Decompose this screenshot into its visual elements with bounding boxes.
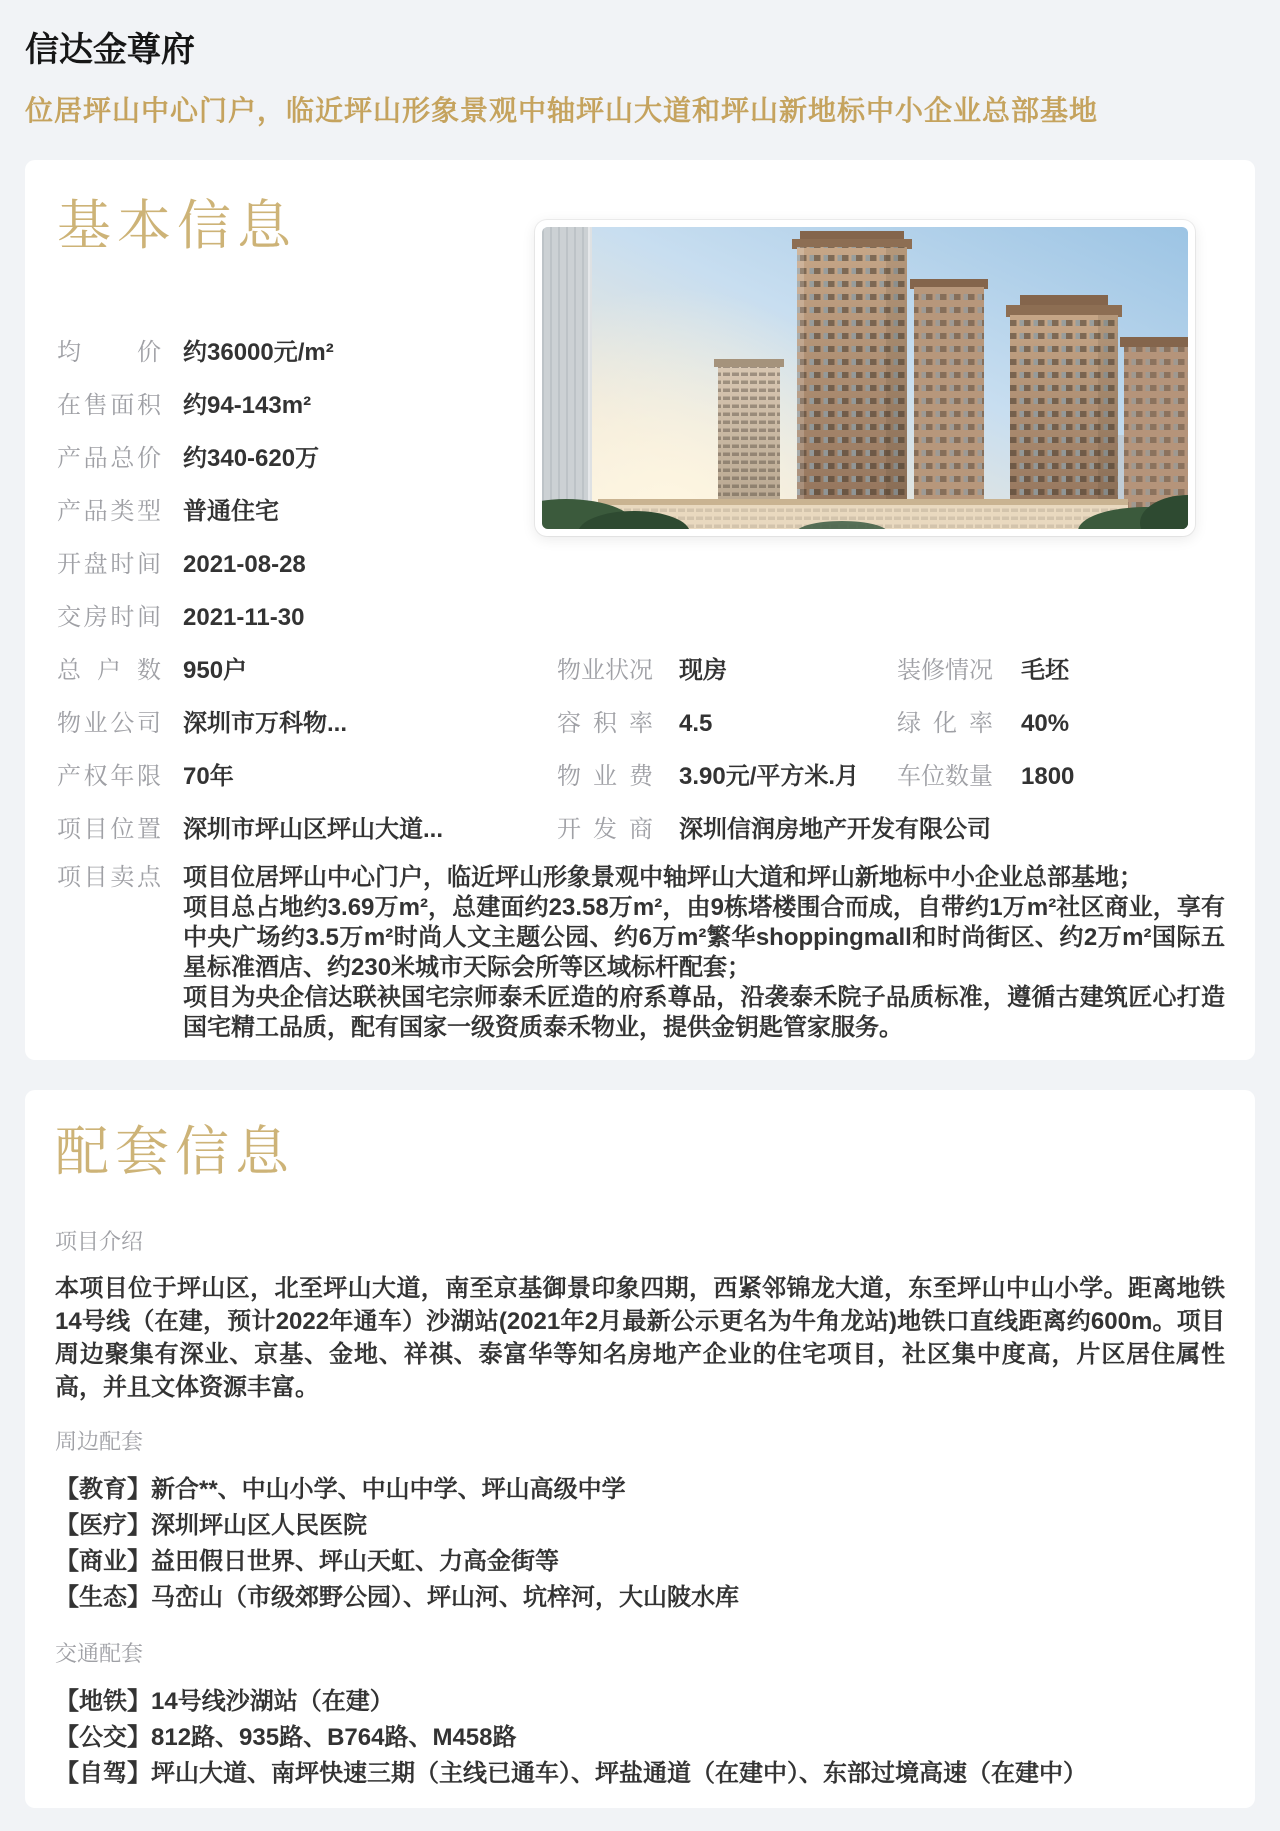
field-value: 深圳市万科物... bbox=[183, 710, 348, 737]
field-value: 深圳市坪山区坪山大道... bbox=[183, 816, 444, 843]
field-label: 均价 bbox=[57, 339, 161, 366]
nearby-section-label: 周边配套 bbox=[55, 1429, 144, 1454]
amenities-heading: 配套信息 bbox=[55, 1122, 295, 1182]
list-item-bus: 【公交】812路、935路、B764路、M458路 bbox=[55, 1724, 517, 1751]
field-label: 装修情况 bbox=[897, 657, 993, 684]
building-rendering-image bbox=[542, 227, 1188, 529]
selling-points-paragraph: 项目位居坪山中心门户，临近坪山形象景观中轴坪山大道和坪山新地标中小企业总部基地； bbox=[183, 864, 1143, 891]
list-item-education: 【教育】新合**、中山小学、中山中学、坪山高级中学 bbox=[55, 1476, 626, 1503]
field-value: 普通住宅 bbox=[183, 498, 279, 525]
field-row-avg-price bbox=[57, 340, 527, 393]
nearby-list bbox=[55, 1472, 1225, 1616]
field-label: 物业公司 bbox=[57, 710, 161, 737]
field-row-open-date bbox=[57, 552, 527, 605]
field-row-delivery-date bbox=[57, 605, 527, 658]
field-label: 容积率 bbox=[557, 710, 653, 737]
basic-info-right-fields bbox=[557, 658, 1229, 870]
page-subtitle: 位居坪山中心门户，临近坪山形象景观中轴坪山大道和坪山新地标中小企业总部基地 bbox=[25, 95, 1099, 126]
field-value: 4.5 bbox=[679, 710, 713, 737]
field-value: 毛坯 bbox=[1021, 657, 1069, 684]
page-title: 信达金尊府 bbox=[25, 31, 195, 69]
field-value: 3.90元/平方米.月 bbox=[679, 763, 860, 790]
traffic-list bbox=[55, 1684, 1225, 1792]
building-photo[interactable] bbox=[535, 220, 1195, 536]
field-row-product-type bbox=[57, 499, 527, 552]
field-value: 约36000元/m² bbox=[183, 339, 334, 366]
field-label: 产权年限 bbox=[57, 763, 161, 790]
field-label: 总户数 bbox=[57, 657, 161, 684]
field-label: 交房时间 bbox=[57, 604, 161, 631]
field-value: 70年 bbox=[183, 763, 234, 790]
field-row-area bbox=[57, 393, 527, 446]
selling-points-label: 项目卖点 bbox=[57, 864, 161, 891]
field-value: 2021-08-28 bbox=[183, 551, 306, 578]
selling-points-row bbox=[57, 863, 1225, 1043]
field-value: 深圳信润房地产开发有限公司 bbox=[679, 816, 991, 843]
intro-section-label: 项目介绍 bbox=[55, 1229, 144, 1254]
selling-points-text bbox=[183, 863, 1225, 1043]
field-label: 项目位置 bbox=[57, 816, 161, 843]
field-row-property-company bbox=[57, 711, 527, 764]
field-value: 2021-11-30 bbox=[183, 604, 305, 631]
list-item-medical: 【医疗】深圳坪山区人民医院 bbox=[55, 1512, 367, 1539]
field-label: 车位数量 bbox=[897, 763, 993, 790]
amenities-card bbox=[25, 1090, 1255, 1808]
field-value: 约94-143m² bbox=[183, 392, 312, 419]
field-value: 1800 bbox=[1021, 763, 1075, 790]
field-row-fee-parking bbox=[557, 764, 1229, 817]
field-label: 物业费 bbox=[557, 763, 653, 790]
field-row-tenure bbox=[57, 764, 527, 817]
field-label: 物业状况 bbox=[557, 657, 653, 684]
selling-points-paragraph: 项目为央企信达联袂国宅宗师泰禾匠造的府系尊品，沿袭泰禾院子品质标准，遵循古建筑匠心打造国宅精工品质，配有国家一级资质泰禾物业，提供金钥匙管家服务。 bbox=[183, 984, 1225, 1041]
field-value: 40% bbox=[1021, 710, 1070, 737]
intro-paragraph: 本项目位于坪山区，北至坪山大道，南至京基御景印象四期，西紧邻锦龙大道，东至坪山中山小学。距离地铁14号线（在建，预计2022年通车）沙湖站(2021年2月最新公示更名为牛角龙站)地铁口直线距离约600m。项目周边聚集有深业、京基、金地、祥祺、泰富华等知名房地产企业的住宅项目，社区集中度高，片区居住属性高，并且文体资源丰富。 bbox=[55, 1275, 1225, 1401]
basic-info-heading: 基本信息 bbox=[57, 196, 297, 256]
field-row-plot-green-ratio bbox=[557, 711, 1229, 764]
field-label: 绿化率 bbox=[897, 710, 993, 737]
field-label: 在售面积 bbox=[57, 392, 161, 419]
field-label: 产品总价 bbox=[57, 445, 161, 472]
list-item-commerce: 【商业】益田假日世界、坪山天虹、力高金街等 bbox=[55, 1548, 559, 1575]
list-item-ecology: 【生态】马峦山（市级郊野公园）、坪山河、坑梓河，大山陂水库 bbox=[55, 1584, 739, 1611]
field-label: 产品类型 bbox=[57, 498, 161, 525]
field-label: 开发商 bbox=[557, 816, 653, 843]
list-item-drive: 【自驾】坪山大道、南坪快速三期（主线已通车）、坪盐通道（在建中）、东部过境高速（在建中） bbox=[55, 1760, 1087, 1787]
page-header bbox=[0, 0, 1280, 128]
field-value: 现房 bbox=[679, 657, 727, 684]
field-row-households bbox=[57, 658, 527, 711]
basic-info-card bbox=[25, 160, 1255, 1060]
list-item-metro: 【地铁】14号线沙湖站（在建） bbox=[55, 1688, 394, 1715]
traffic-section-label: 交通配套 bbox=[55, 1641, 144, 1666]
selling-points-paragraph: 项目总占地约3.69万m²，总建面约23.58万m²，由9栋塔楼围合而成，自带约1万m²社区商业，享有中央广场约3.5万m²时尚人文主题公园、约6万m²繁华shoppingmall和时尚街区、约2万m²国际五星标准酒店、约230米城市天际会所等区域标杆配套； bbox=[183, 894, 1225, 981]
field-row-status-decoration bbox=[557, 658, 1229, 711]
field-value: 约340-620万 bbox=[183, 445, 320, 472]
field-row-total-price bbox=[57, 446, 527, 499]
field-label: 开盘时间 bbox=[57, 551, 161, 578]
field-value: 950户 bbox=[183, 657, 248, 684]
basic-info-left-fields bbox=[57, 340, 527, 870]
